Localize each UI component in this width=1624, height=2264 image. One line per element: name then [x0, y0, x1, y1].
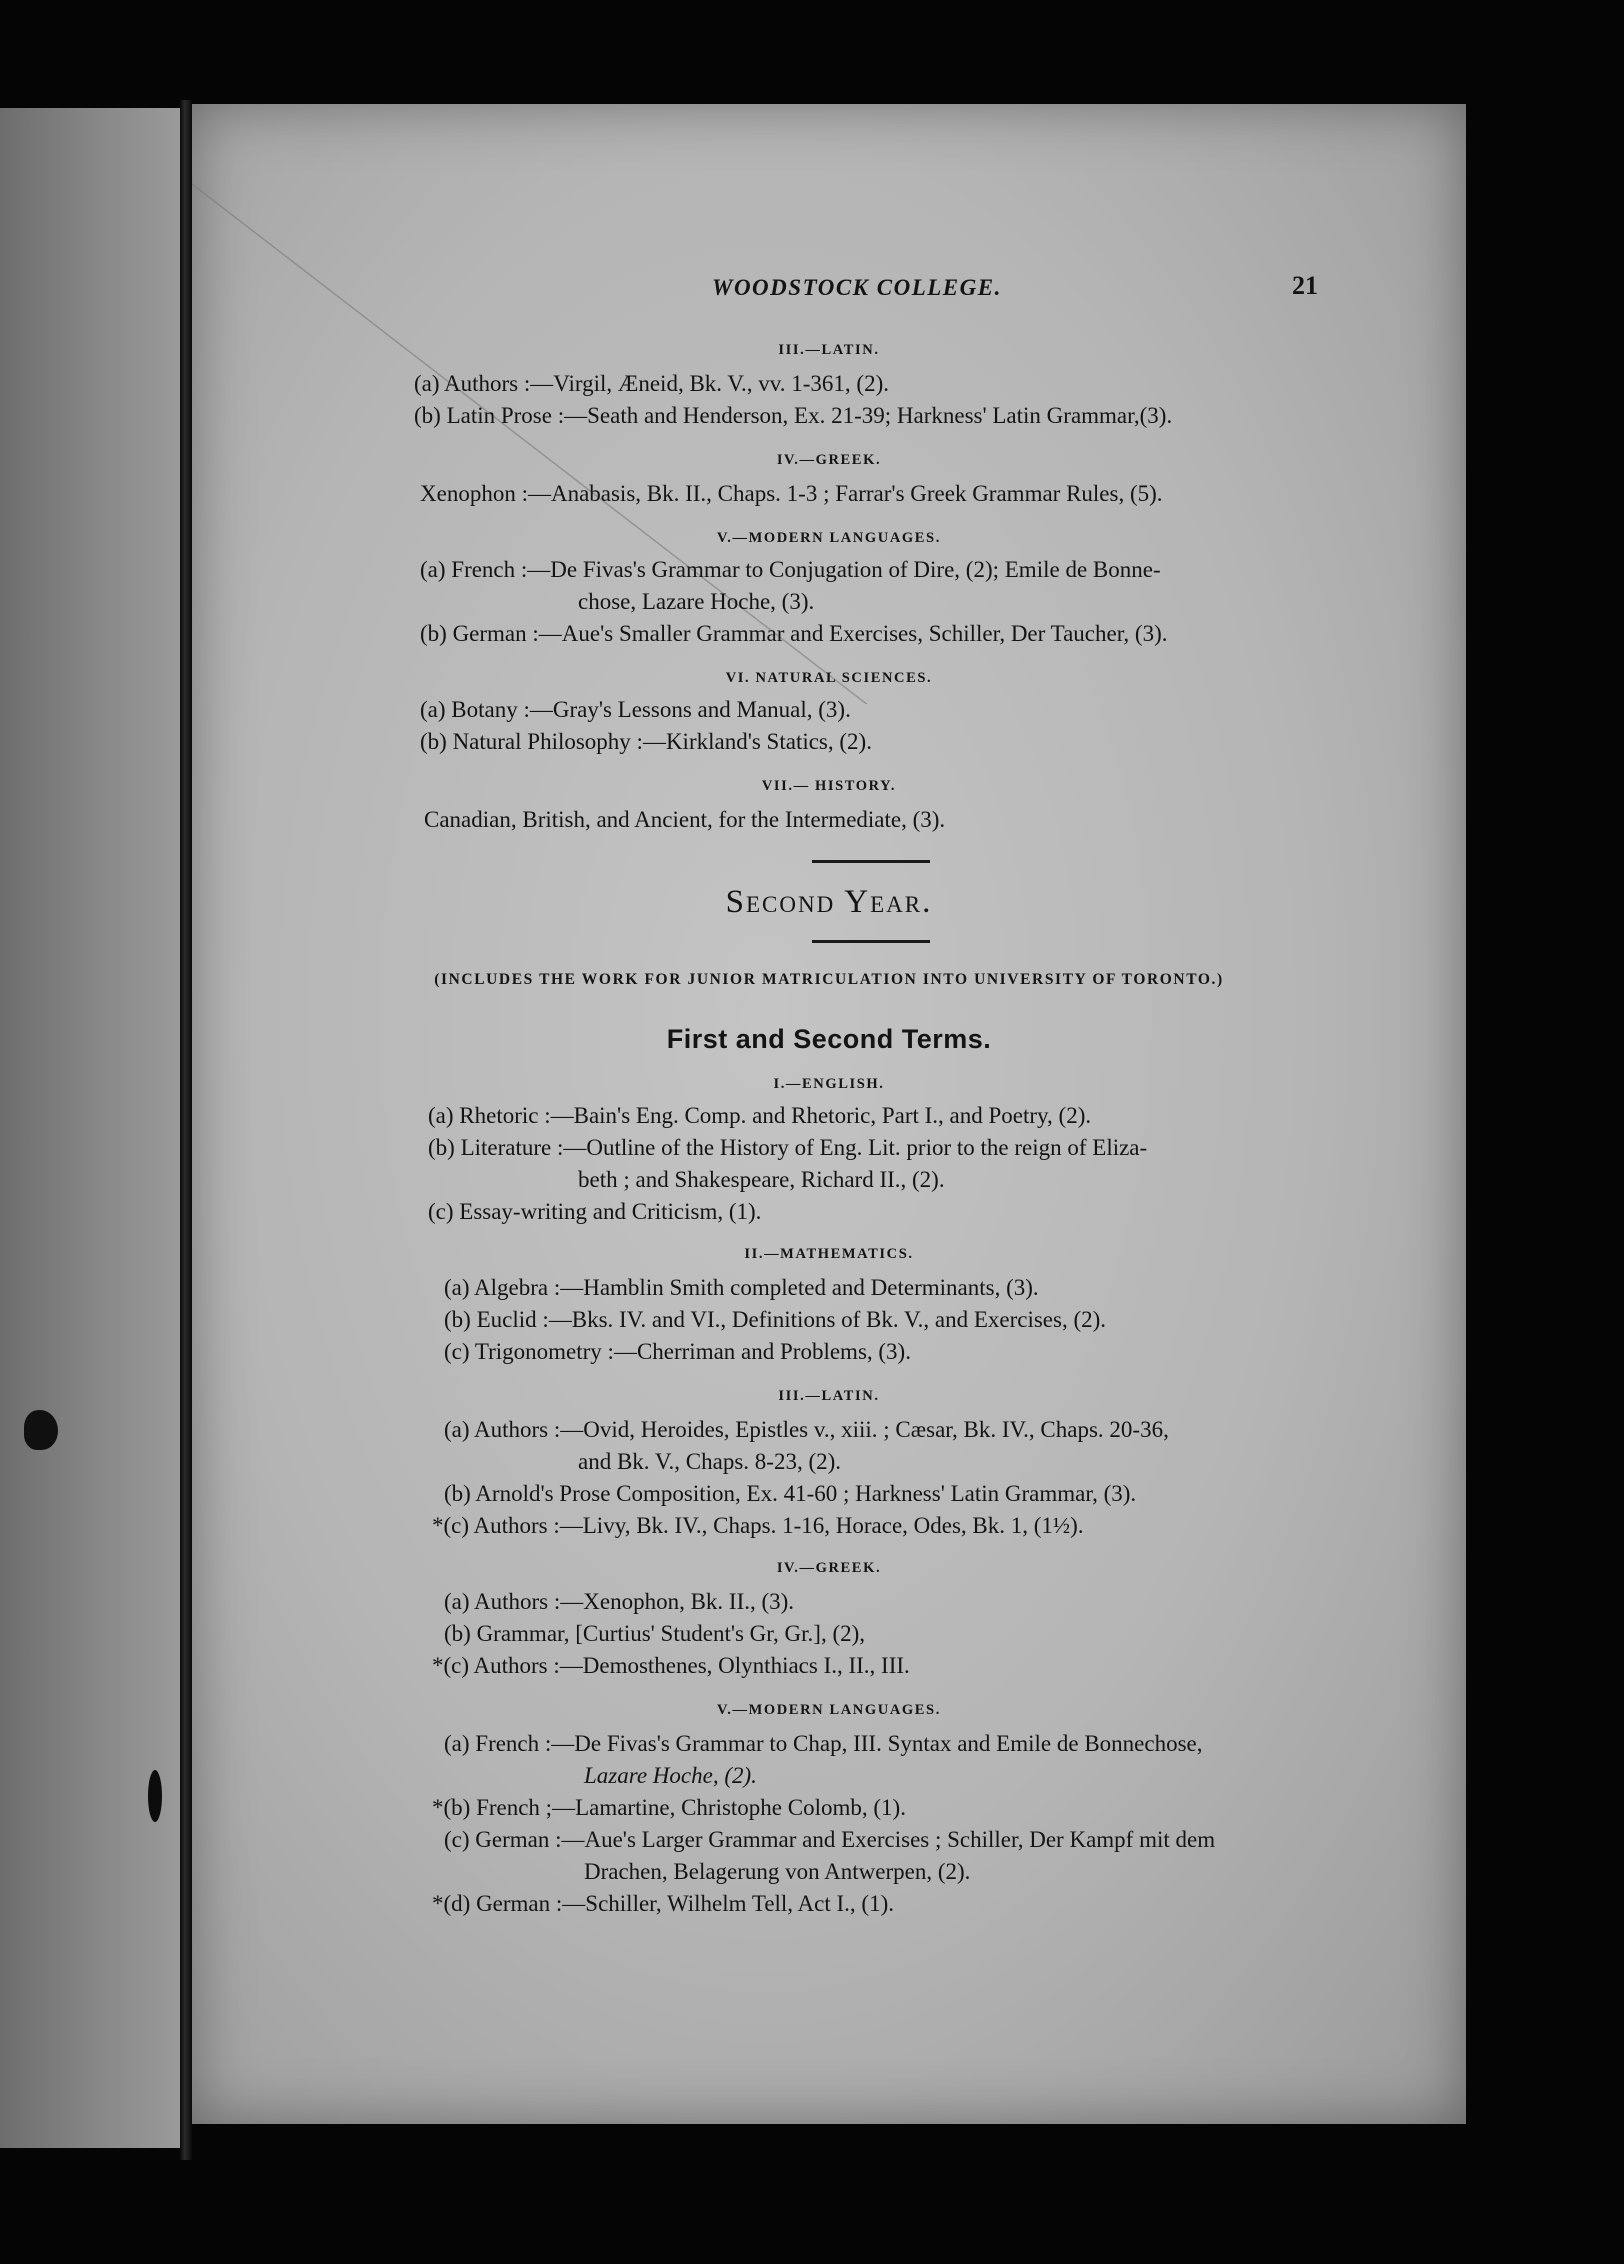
list-item: (c) Essay-writing and Criticism, (1). [428, 1199, 762, 1224]
section-heading-modern-languages: V.—MODERN LANGUAGES. [717, 530, 941, 546]
includes-note: (INCLUDES THE WORK FOR JUNIOR MATRICULATION INTO UNIVERSITY OF TORONTO.) [434, 971, 1224, 988]
section-heading-greek: IV.—GREEK. [776, 452, 882, 468]
running-title: WOODSTOCK COLLEGE. [712, 275, 1002, 300]
list-item-continuation: Drachen, Belagerung von Antwerpen, (2). [584, 1859, 971, 1884]
section-heading-natural-sciences: VI. NATURAL SCIENCES. [725, 670, 933, 686]
section-heading-greek: IV.—GREEK. [776, 1560, 882, 1576]
list-item: Xenophon :—Anabasis, Bk. II., Chaps. 1-3 ; Farrar's Greek Grammar Rules, (5). [420, 481, 1163, 506]
section-heading-modern-languages: V.—MODERN LANGUAGES. [717, 1702, 941, 1718]
section-heading-latin: III.—LATIN. [778, 342, 880, 358]
book-gutter [180, 100, 192, 2160]
section-heading-english: I.—ENGLISH. [773, 1076, 885, 1092]
list-item: *(d) German :—Schiller, Wilhelm Tell, Act I., (1). [432, 1891, 894, 1916]
list-item: (b) German :—Aue's Smaller Grammar and Exercises, Schiller, Der Taucher, (3). [420, 621, 1168, 646]
list-item: (b) Arnold's Prose Composition, Ex. 41-60 ; Harkness' Latin Grammar, (3). [444, 1481, 1137, 1506]
section-heading-mathematics: II.—MATHEMATICS. [744, 1246, 914, 1262]
list-item: *(c) Authors :—Demosthenes, Olynthiacs I., II., III. [432, 1653, 910, 1678]
list-item: *(b) French ;—Lamartine, Christophe Colomb, (1). [432, 1795, 906, 1820]
list-item: (b) Euclid :—Bks. IV. and VI., Definitions of Bk. V., and Exercises, (2). [444, 1307, 1107, 1332]
list-item: (b) Grammar, [Curtius' Student's Gr, Gr.], (2), [444, 1621, 866, 1646]
list-item: (a) Rhetoric :—Bain's Eng. Comp. and Rhetoric, Part I., and Poetry, (2). [428, 1103, 1092, 1128]
second-year-title: Second Year. [725, 884, 933, 920]
page-content [192, 104, 1466, 2124]
ink-blot [148, 1770, 162, 1822]
section-heading-latin: III.—LATIN. [778, 1388, 880, 1404]
terms-heading: First and Second Terms. [666, 1024, 992, 1054]
list-item: (b) Latin Prose :—Seath and Henderson, Ex. 21-39; Harkness' Latin Grammar,(3). [414, 403, 1173, 428]
list-item: (b) Natural Philosophy :—Kirkland's Statics, (2). [420, 729, 872, 754]
divider-rule [812, 940, 930, 943]
list-item: (b) Literature :—Outline of the History of Eng. Lit. prior to the reign of Eliza- [428, 1135, 1148, 1160]
list-item-continuation: chose, Lazare Hoche, (3). [578, 589, 815, 614]
list-item-continuation: and Bk. V., Chaps. 8-23, (2). [578, 1449, 842, 1474]
list-item: (a) French :—De Fivas's Grammar to Conjugation of Dire, (2); Emile de Bonne- [420, 557, 1161, 582]
page-number: 21 [1292, 271, 1318, 300]
list-item: Canadian, British, and Ancient, for the Intermediate, (3). [424, 807, 946, 832]
divider-rule [812, 860, 930, 863]
list-item: (a) Authors :—Ovid, Heroides, Epistles v., xiii. ; Cæsar, Bk. IV., Chaps. 20-36, [444, 1417, 1169, 1442]
list-item: (a) French :—De Fivas's Grammar to Chap, III. Syntax and Emile de Bonnechose, [444, 1731, 1203, 1756]
list-item: (c) Trigonometry :—Cherriman and Problems, (3). [444, 1339, 911, 1364]
list-item-continuation: Lazare Hoche, (2). [584, 1763, 757, 1788]
list-item: (a) Algebra :—Hamblin Smith completed and Determinants, (3). [444, 1275, 1039, 1300]
book-page [192, 104, 1466, 2124]
list-item: (a) Botany :—Gray's Lessons and Manual, (3). [420, 697, 851, 722]
list-item: *(c) Authors :—Livy, Bk. IV., Chaps. 1-16, Horace, Odes, Bk. 1, (1½). [432, 1513, 1084, 1538]
list-item-continuation: beth ; and Shakespeare, Richard II., (2). [578, 1167, 945, 1192]
list-item: (a) Authors :—Virgil, Æneid, Bk. V., vv. 1-361, (2). [414, 371, 890, 396]
list-item: (a) Authors :—Xenophon, Bk. II., (3). [444, 1589, 795, 1614]
ink-blot [24, 1410, 58, 1450]
list-item: (c) German :—Aue's Larger Grammar and Exercises ; Schiller, Der Kampf mit dem [444, 1827, 1216, 1852]
section-heading-history: VII.— HISTORY. [761, 778, 897, 794]
facing-page-edge [0, 108, 180, 2148]
